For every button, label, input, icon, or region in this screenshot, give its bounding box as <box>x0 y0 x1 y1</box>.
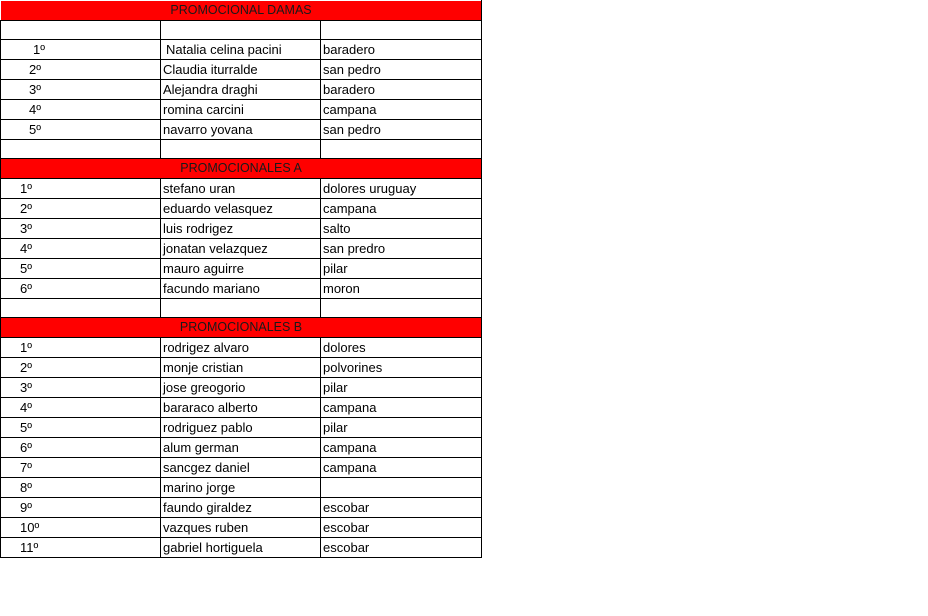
name-cell[interactable]: jose greogorio <box>161 378 321 398</box>
position-cell: 1º <box>20 181 32 196</box>
table-row[interactable] <box>1 179 482 199</box>
name-cell[interactable]: mauro aguirre <box>161 259 321 279</box>
position-cell: 11º <box>20 540 39 555</box>
position-cell: 4º <box>20 241 32 256</box>
table-row[interactable] <box>1 418 482 438</box>
name-cell[interactable]: jonatan velazquez <box>161 239 321 259</box>
table-row[interactable] <box>1 438 482 458</box>
spacer-row <box>1 299 482 318</box>
city-cell[interactable]: campana <box>321 199 482 219</box>
position-cell: 3º <box>20 221 32 236</box>
table-row[interactable] <box>1 259 482 279</box>
city-cell[interactable]: pilar <box>321 378 482 398</box>
position-cell: 1º <box>33 42 45 57</box>
name-cell[interactable]: facundo mariano <box>161 279 321 299</box>
table-row[interactable] <box>1 40 482 60</box>
city-cell[interactable]: dolores uruguay <box>321 179 482 199</box>
city-cell[interactable]: baradero <box>321 80 482 100</box>
name-cell[interactable]: bararaco alberto <box>161 398 321 418</box>
position-cell: 3º <box>20 380 32 395</box>
table-row[interactable] <box>1 219 482 239</box>
spacer-row <box>1 140 482 159</box>
table-row[interactable] <box>1 279 482 299</box>
spacer-row <box>1 21 482 40</box>
table-row[interactable] <box>1 498 482 518</box>
section-title[interactable]: PROMOCIONALES A <box>1 159 482 179</box>
name-cell[interactable]: luis rodrigez <box>161 219 321 239</box>
name-cell[interactable]: stefano uran <box>161 179 321 199</box>
table-row[interactable] <box>1 458 482 478</box>
position-cell: 1º <box>20 340 32 355</box>
position-cell: 4º <box>29 102 41 117</box>
position-cell: 9º <box>20 500 32 515</box>
city-cell[interactable]: polvorines <box>321 358 482 378</box>
table-row[interactable] <box>1 120 482 140</box>
city-cell[interactable] <box>321 478 482 498</box>
position-cell: 4º <box>20 400 32 415</box>
city-cell[interactable]: baradero <box>321 40 482 60</box>
table-row[interactable] <box>1 538 482 558</box>
position-cell: 6º <box>20 281 32 296</box>
name-cell[interactable]: vazques ruben <box>161 518 321 538</box>
name-cell[interactable]: romina carcini <box>161 100 321 120</box>
city-cell[interactable]: moron <box>321 279 482 299</box>
section-header-a[interactable] <box>1 159 482 179</box>
position-cell: 10º <box>20 520 40 535</box>
name-cell[interactable]: navarro yovana <box>161 120 321 140</box>
name-cell[interactable]: sancgez daniel <box>161 458 321 478</box>
city-cell[interactable]: campana <box>321 100 482 120</box>
city-cell[interactable]: san predro <box>321 239 482 259</box>
table-row[interactable] <box>1 518 482 538</box>
name-cell[interactable]: monje cristian <box>161 358 321 378</box>
name-cell[interactable]: rodriguez pablo <box>161 418 321 438</box>
table-row[interactable] <box>1 338 482 358</box>
name-cell[interactable]: alum german <box>161 438 321 458</box>
position-cell: 2º <box>20 201 32 216</box>
position-cell: 2º <box>20 360 32 375</box>
section-title[interactable]: PROMOCIONALES B <box>1 318 482 338</box>
section-header-damas[interactable] <box>1 1 482 21</box>
city-cell[interactable]: dolores <box>321 338 482 358</box>
table-row[interactable] <box>1 398 482 418</box>
name-cell[interactable]: Claudia iturralde <box>161 60 321 80</box>
position-cell: 2º <box>29 62 41 77</box>
city-cell[interactable]: campana <box>321 398 482 418</box>
table-row[interactable] <box>1 239 482 259</box>
table-row[interactable] <box>1 80 482 100</box>
section-title[interactable]: PROMOCIONAL DAMAS <box>1 1 482 21</box>
name-cell[interactable]: marino jorge <box>161 478 321 498</box>
position-cell: 7º <box>20 460 32 475</box>
table-row[interactable] <box>1 358 482 378</box>
position-cell: 3º <box>29 82 41 97</box>
section-header-b[interactable] <box>1 318 482 338</box>
city-cell[interactable]: escobar <box>321 518 482 538</box>
name-cell[interactable]: rodrigez alvaro <box>161 338 321 358</box>
city-cell[interactable]: escobar <box>321 538 482 558</box>
table-row[interactable] <box>1 60 482 80</box>
city-cell[interactable]: san pedro <box>321 60 482 80</box>
name-cell[interactable]: eduardo velasquez <box>161 199 321 219</box>
city-cell[interactable]: escobar <box>321 498 482 518</box>
position-cell: 5º <box>20 261 32 276</box>
results-sheet <box>0 0 482 558</box>
position-cell: 5º <box>20 420 32 435</box>
position-cell: 5º <box>29 122 41 137</box>
position-cell: 6º <box>20 440 32 455</box>
table-row[interactable] <box>1 378 482 398</box>
table-row[interactable] <box>1 478 482 498</box>
table-row[interactable] <box>1 100 482 120</box>
table-row[interactable] <box>1 199 482 219</box>
city-cell[interactable]: salto <box>321 219 482 239</box>
name-cell[interactable]: faundo giraldez <box>161 498 321 518</box>
city-cell[interactable]: campana <box>321 438 482 458</box>
city-cell[interactable]: pilar <box>321 259 482 279</box>
name-cell[interactable]: Alejandra draghi <box>161 80 321 100</box>
city-cell[interactable]: san pedro <box>321 120 482 140</box>
city-cell[interactable]: pilar <box>321 418 482 438</box>
position-cell: 8º <box>20 480 32 495</box>
name-cell[interactable]: gabriel hortiguela <box>161 538 321 558</box>
name-cell[interactable]: Natalia celina pacini <box>161 40 321 60</box>
city-cell[interactable]: campana <box>321 458 482 478</box>
